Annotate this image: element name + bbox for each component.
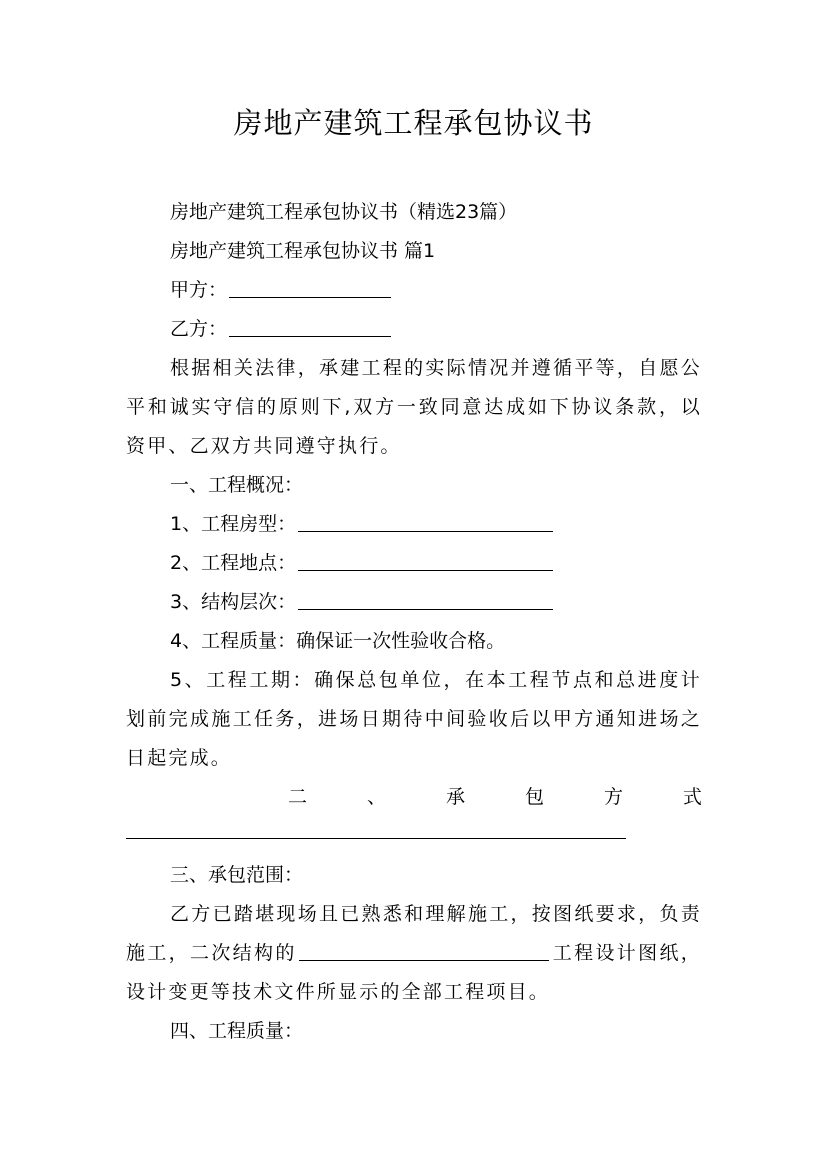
section2-char: 承 xyxy=(445,786,465,808)
scope-paragraph xyxy=(126,895,702,1012)
party-b-blank xyxy=(229,335,391,337)
intro-paragraph: 根据相关法律，承建工程的实际情况并遵循平等，自愿公平和诚实守信的原则下,双方一致同意达成如下协议条款，以资甲、乙双方共同遵守执行。 xyxy=(126,357,702,457)
document-title: 房地产建筑工程承包协议书 xyxy=(233,106,594,140)
item2-blank xyxy=(298,569,553,571)
item3-blank xyxy=(298,608,553,610)
section1-heading: 一、工程概况： xyxy=(170,474,304,496)
item2-label: 2、工程地点： xyxy=(170,552,297,574)
item1-blank xyxy=(298,530,553,532)
item3-label: 3、结构层次： xyxy=(170,591,297,613)
scope-text-before: 乙方已踏堪现场且已熟悉和理解施工，按图纸要求，负责施工，二次结构的 xyxy=(126,903,702,964)
item5-text: 5、工程工期：确保总包单位，在本工程节点和总进度计划前完成施工任务，进场日期待中间验收后以甲方通知进场之日起完成。 xyxy=(126,669,702,769)
section2-heading xyxy=(126,778,702,817)
party-a-line xyxy=(126,271,702,310)
party-b-label: 乙方： xyxy=(170,318,228,340)
document-subtitle: 房地产建筑工程承包协议书（精选23篇） xyxy=(170,201,518,223)
section2-char: 方 xyxy=(603,786,623,808)
section2-char: 包 xyxy=(524,786,544,808)
section2-blank xyxy=(126,837,626,839)
scope-text-after: 工程设计图纸，设计变更等技术文件所显示的全部工程项目。 xyxy=(126,942,702,1003)
item4-text: 4、工程质量：确保证一次性验收合格。 xyxy=(170,630,506,652)
scope-blank xyxy=(299,959,549,961)
party-a-label: 甲方： xyxy=(170,279,228,301)
document-body xyxy=(126,193,702,1051)
item1-line xyxy=(126,505,702,544)
section2-char: 二 xyxy=(288,786,308,808)
party-a-blank xyxy=(229,296,391,298)
item1-label: 1、工程房型： xyxy=(170,513,297,535)
party-b-line xyxy=(126,310,702,349)
section2-char: 、 xyxy=(366,786,386,808)
part-heading: 房地产建筑工程承包协议书 篇1 xyxy=(170,240,436,262)
item2-line xyxy=(126,544,702,583)
item3-line xyxy=(126,583,702,622)
section4-heading: 四、工程质量： xyxy=(170,1020,304,1042)
section2-blank-line xyxy=(126,817,702,856)
section2-char: 式 xyxy=(682,786,702,808)
section3-heading: 三、承包范围： xyxy=(170,864,304,886)
